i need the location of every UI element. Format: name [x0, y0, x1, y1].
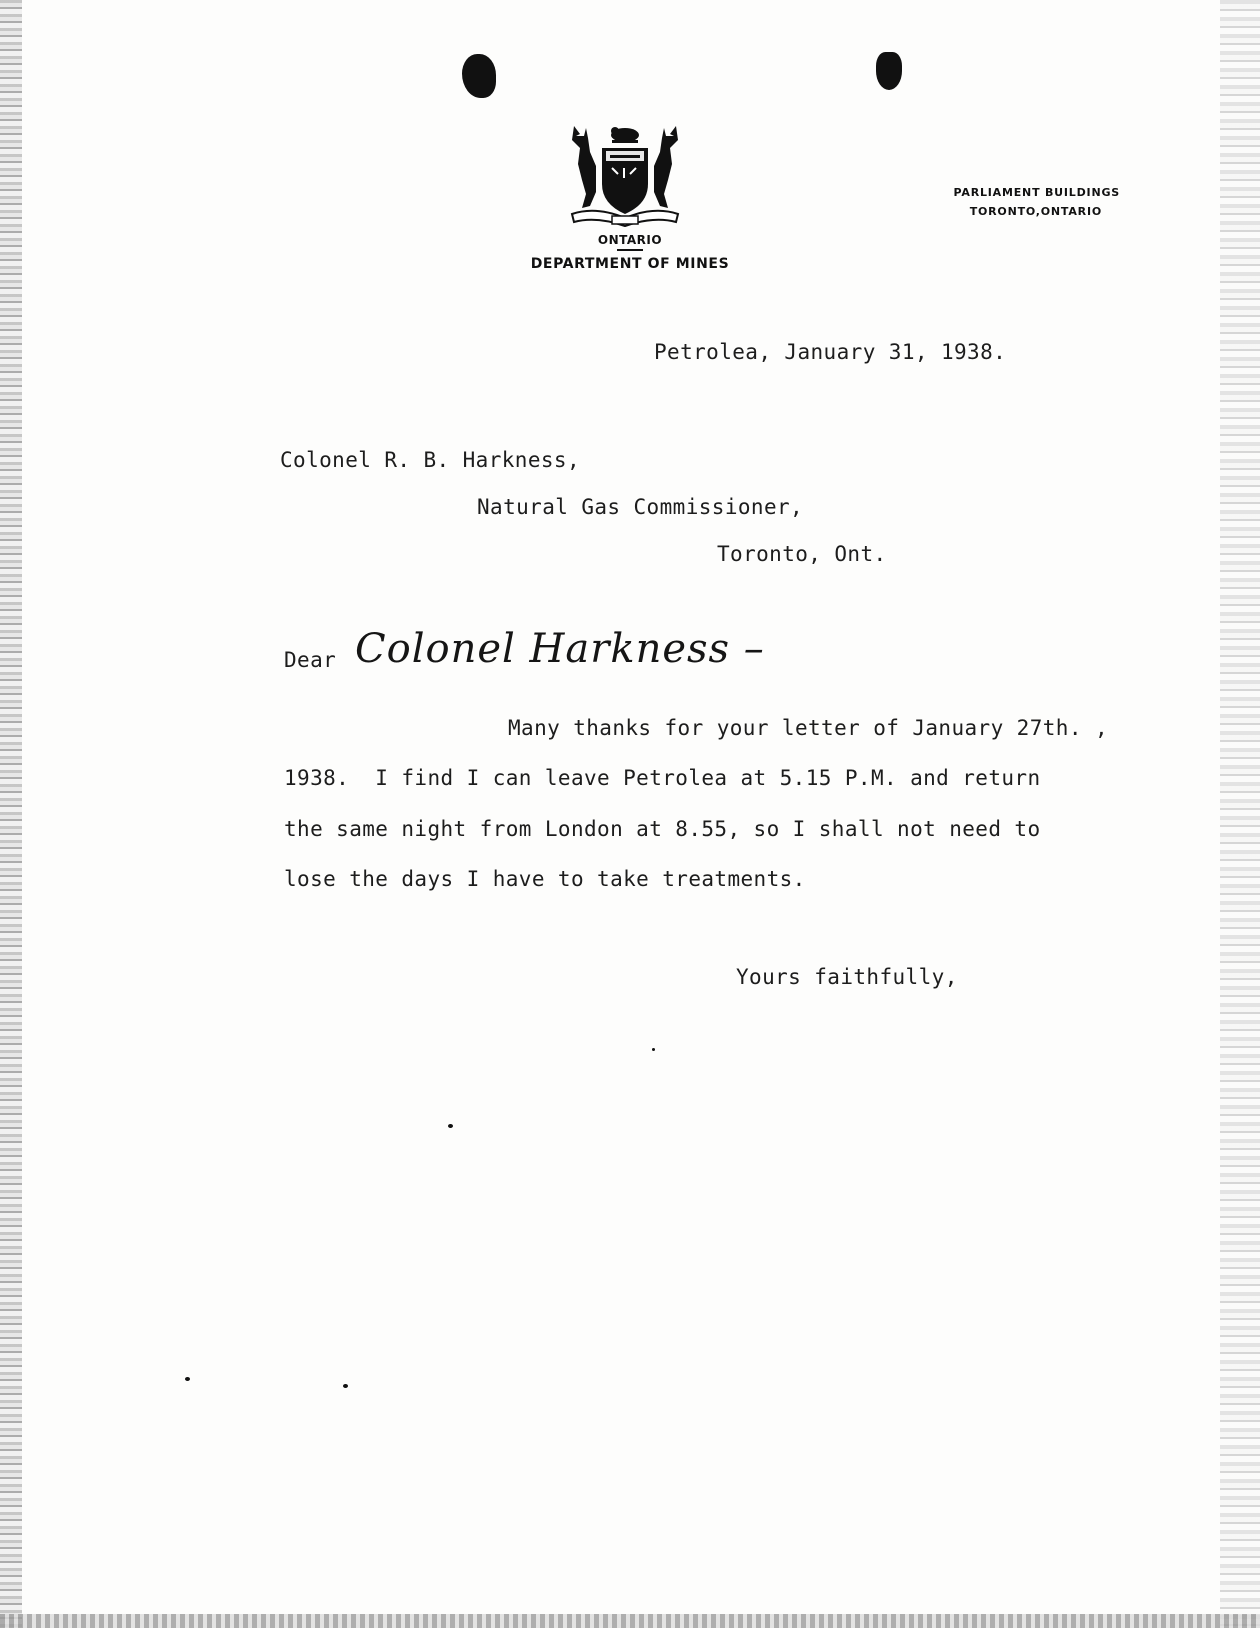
- date-line: Petrolea, January 31, 1938.: [654, 340, 1007, 364]
- letterhead-department: DEPARTMENT OF MINES: [530, 256, 730, 272]
- body-line: 1938. I find I can leave Petrolea at 5.15 P.M. and return: [284, 766, 1041, 790]
- body-line: the same night from London at 8.55, so I shall not need to: [284, 817, 1041, 841]
- salutation-prefix: Dear: [284, 648, 337, 672]
- scan-edge-right: [1220, 0, 1260, 1628]
- letterhead-address-line1: PARLIAMENT BUILDINGS: [953, 186, 1120, 199]
- salutation-handwritten: Colonel Harkness –: [355, 626, 765, 672]
- punch-hole-right: [876, 52, 902, 90]
- recipient-name: Colonel R. B. Harkness,: [280, 448, 580, 472]
- body-line: Many thanks for your letter of January 27th. ,: [508, 716, 1108, 740]
- ink-speck: [448, 1124, 453, 1128]
- letterhead-rule: [617, 249, 643, 251]
- letterhead-province: ONTARIO: [597, 233, 663, 247]
- ontario-coat-of-arms-icon: [566, 122, 684, 232]
- scan-edge-bottom: [0, 1614, 1260, 1628]
- recipient-city: Toronto, Ont.: [717, 542, 887, 566]
- ink-speck: [185, 1377, 190, 1381]
- letterhead-address-line2: TORONTO,ONTARIO: [969, 205, 1102, 218]
- punch-hole-left: [462, 54, 496, 98]
- ink-speck: [652, 1048, 655, 1051]
- recipient-title: Natural Gas Commissioner,: [477, 495, 804, 519]
- closing: Yours faithfully,: [736, 965, 958, 989]
- ink-speck: [343, 1384, 348, 1388]
- body-line: lose the days I have to take treatments.: [284, 867, 806, 891]
- scan-edge-left: [0, 0, 22, 1628]
